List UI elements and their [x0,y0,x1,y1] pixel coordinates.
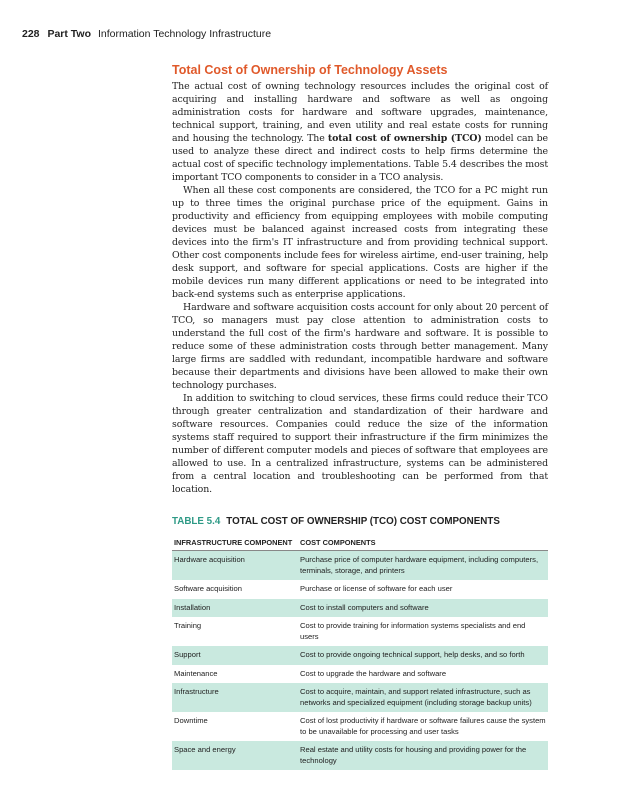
tco-table [172,535,548,770]
cost-cell: Cost to upgrade the hardware and software [300,668,447,678]
cost-cell: Real estate and utility costs for housing and providing power for the technology [298,741,548,770]
component-cell: Hardware acquisition [172,551,298,581]
paragraph-4: In addition to switching to cloud services, these firms could reduce their TCO through greater centralization and standardization of their hardware and software resources. Companies could reduce the size of the information systems staff required to support their infrastructure if the firm minimizes the number of different computer models and pieces of software that employees are allowed to use. In a centralized infrastructure, systems can be administered from a central location and troubleshooting can be performed from that location. [172,393,548,495]
page-number: 228 [22,28,40,40]
cost-cell: Purchase or license of software for each user [300,584,453,593]
component-cell: Space and energy [172,741,298,770]
key-term-tco: total cost of ownership (TCO) [327,133,482,144]
component-cell: Support [172,646,298,665]
component-cell: Software acquisition [174,584,242,593]
cost-cell: Cost to acquire, maintain, and support related infrastructure, such as networks and specialized equipment (including storage backup units) [298,683,548,712]
table-title: TOTAL COST OF OWNERSHIP (TCO) COST COMPONENTS [226,516,500,527]
table-row [172,741,548,770]
cost-cell: Cost to install computers and software [298,599,548,618]
paragraph-1 [172,80,548,184]
table-label: TABLE 5.4 [172,516,221,527]
main-content [172,63,548,770]
table-row [172,712,548,741]
table-caption [172,516,548,527]
paragraph-3: Hardware and software acquisition costs account for only about 20 percent of TCO, so managers must pay close attention to administration costs to understand the full cost of the firm's hardware and software. It is possible to reduce some of these administration costs through better management. Many large firms are saddled with redundant, incompatible hardware and software because their departments and divisions have been allowed to make their own technology purchases. [172,302,548,391]
cost-cell: Cost of lost productivity if hardware or software failures cause the system to be unavailable for processing and user tasks [300,716,546,736]
cost-cell: Cost to provide ongoing technical support, help desks, and so forth [298,646,548,665]
running-head [22,28,271,40]
table-row [172,665,548,684]
component-cell: Training [174,621,202,630]
paragraph-1-text-b: model can be used to analyze these direct and indirect costs to help firms determine the actual cost of specific technology implementations. Table 5.4 describes the most important TCO components to consider in a TCO analysis. [172,133,548,183]
paragraph-2: When all these cost components are considered, the TCO for a PC might run up to three times the original purchase price of the equipment. Gains in productivity and efficiency from equipping employees with mobile computing devices must be balanced against increased costs from integrating these devices into the firm's IT infrastructure and from providing technical support. Other cost components include fees for wireless airtime, end-user training, help desk support, and software for special applications. Costs are higher if the mobile devices run many different applications or need to be integrated into back-end systems such as enterprise applications. [172,185,548,300]
table-row [172,617,548,646]
component-cell: Maintenance [174,668,218,678]
table-row [172,599,548,618]
component-cell: Downtime [174,716,208,725]
component-cell: Installation [172,599,298,618]
table-row [172,646,548,665]
col-header-cost: COST COMPONENTS [298,535,548,551]
cost-cell: Purchase price of computer hardware equipment, including computers, terminals, storage, and printers [298,551,548,581]
table-row [172,683,548,712]
table-row [172,551,548,581]
section-title: Total Cost of Ownership of Technology Assets [172,63,448,77]
col-header-component: INFRASTRUCTURE COMPONENT [172,535,298,551]
part-label: Part Two [47,28,92,40]
cost-cell: Cost to provide training for information systems specialists and end users [300,621,526,641]
paragraph-1-text-a: The actual cost of owning technology resources includes the original cost of acquiring and installing hardware and software as well as ongoing administration costs for hardware and software upgrades, maintenance, technical support, training, and even utility and real estate costs for running and housing the technology. The [172,81,548,144]
table-row [172,580,548,599]
table-header-row [172,535,548,551]
component-cell: Infrastructure [172,683,298,712]
part-title: Information Technology Infrastructure [97,28,272,40]
